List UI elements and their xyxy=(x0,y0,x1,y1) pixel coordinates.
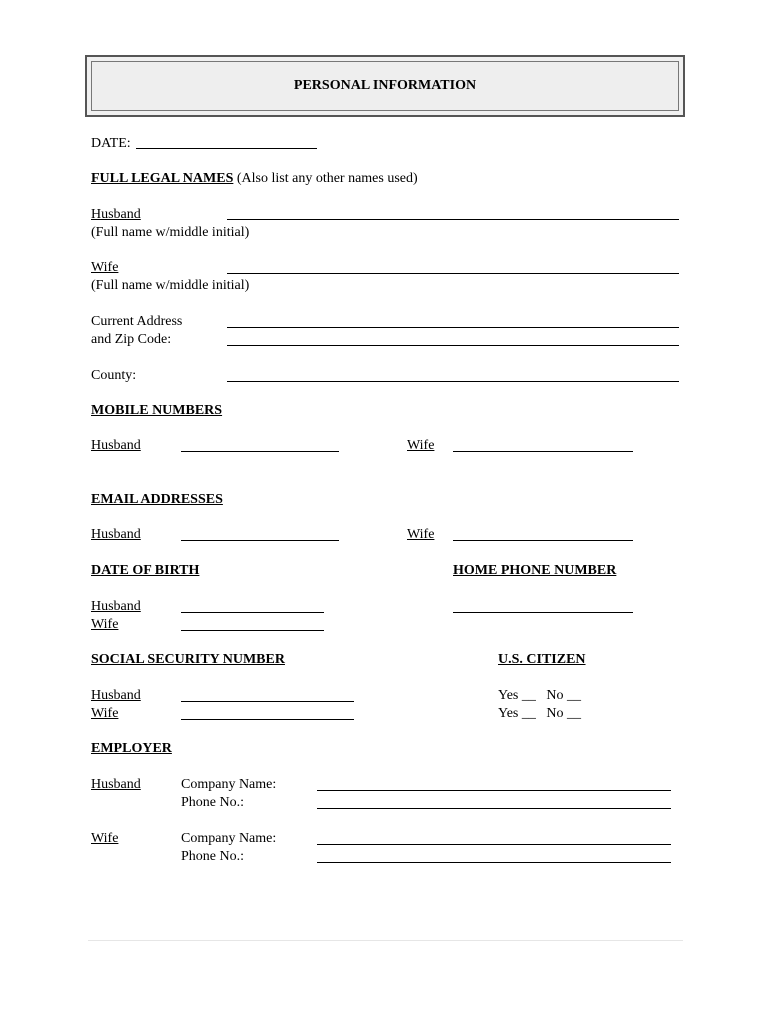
ssn-heading: SOCIAL SECURITY NUMBER xyxy=(91,652,285,667)
dob-husband-field[interactable] xyxy=(181,612,324,613)
dob-husband-label: Husband xyxy=(91,599,141,614)
wife-name-label: Wife xyxy=(91,260,119,275)
email-husband-field[interactable] xyxy=(181,540,339,541)
ssn-wife-field[interactable] xyxy=(181,719,354,720)
email-wife-label: Wife xyxy=(407,527,435,542)
dob-wife-field[interactable] xyxy=(181,630,324,631)
husband-phone-label: Phone No.: xyxy=(181,795,244,810)
mobile-husband-label: Husband xyxy=(91,438,141,453)
husband-company-label: Company Name: xyxy=(181,777,277,792)
address-label-2: and Zip Code: xyxy=(91,332,172,347)
home-phone-field[interactable] xyxy=(453,612,633,613)
home-phone-heading: HOME PHONE NUMBER xyxy=(453,563,617,578)
names-heading-row xyxy=(91,171,418,187)
husband-name-field[interactable] xyxy=(227,219,679,220)
county-label: County: xyxy=(91,368,137,383)
husband-name-sub: (Full name w/middle initial) xyxy=(91,225,250,240)
ssn-wife-label: Wife xyxy=(91,706,119,721)
county-field[interactable] xyxy=(227,381,679,382)
page-title: PERSONAL INFORMATION xyxy=(293,78,477,93)
wife-phone-field[interactable] xyxy=(317,862,671,863)
ssn-husband-label: Husband xyxy=(91,688,141,703)
mobile-husband-field[interactable] xyxy=(181,451,339,452)
citizen-wife-choice[interactable]: Yes __ No __ xyxy=(498,706,581,721)
citizen-heading: U.S. CITIZEN xyxy=(498,652,586,667)
address-label-1: Current Address xyxy=(91,314,183,329)
date-label: DATE: xyxy=(91,136,131,151)
address-field-2[interactable] xyxy=(227,345,679,346)
mobile-wife-label: Wife xyxy=(407,438,435,453)
dob-heading: DATE OF BIRTH xyxy=(91,563,200,578)
address-field-1[interactable] xyxy=(227,327,679,328)
husband-name-label: Husband xyxy=(91,207,141,222)
email-heading: EMAIL ADDRESSES xyxy=(91,492,223,507)
header-box xyxy=(85,55,685,117)
footer-divider xyxy=(88,940,683,941)
date-field[interactable] xyxy=(136,148,317,149)
ssn-husband-field[interactable] xyxy=(181,701,354,702)
husband-phone-field[interactable] xyxy=(317,808,671,809)
dob-wife-label: Wife xyxy=(91,617,119,632)
citizen-husband-choice[interactable]: Yes __ No __ xyxy=(498,688,581,703)
wife-phone-label: Phone No.: xyxy=(181,849,244,864)
wife-company-field[interactable] xyxy=(317,844,671,845)
wife-company-label: Company Name: xyxy=(181,831,277,846)
email-wife-field[interactable] xyxy=(453,540,633,541)
husband-company-field[interactable] xyxy=(317,790,671,791)
email-husband-label: Husband xyxy=(91,527,141,542)
mobile-heading: MOBILE NUMBERS xyxy=(91,403,223,418)
wife-name-sub: (Full name w/middle initial) xyxy=(91,278,250,293)
employer-wife-label: Wife xyxy=(91,831,119,846)
employer-husband-label: Husband xyxy=(91,777,141,792)
wife-name-field[interactable] xyxy=(227,273,679,274)
employer-heading: EMPLOYER xyxy=(91,741,172,756)
mobile-wife-field[interactable] xyxy=(453,451,633,452)
names-heading: FULL LEGAL NAMES xyxy=(91,171,234,186)
names-note: (Also list any other names used) xyxy=(233,171,418,186)
